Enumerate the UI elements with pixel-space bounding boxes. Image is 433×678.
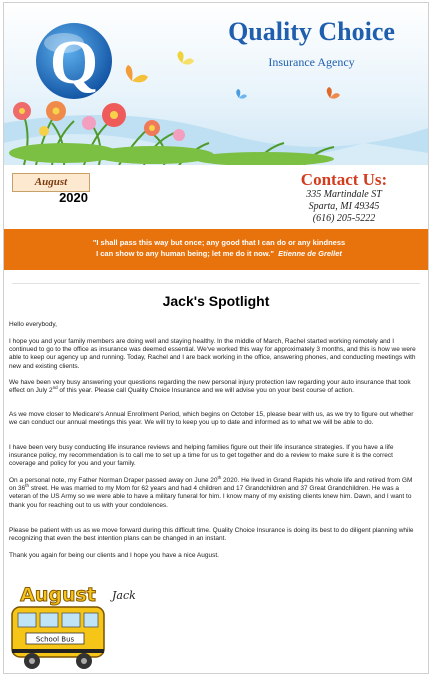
article-p5-sup-1: th — [217, 474, 222, 480]
article-p5-sup-2: th — [25, 483, 30, 489]
quote-author: Etienne de Grellet — [278, 249, 342, 258]
article-paragraph-6: Please be patient with us as we move forward during this difficult time. Quality Choice Insurance is doing its best to do diligent planning while recognizing that even the best intention plans can be changed in an instant. — [9, 527, 414, 543]
article-paragraph-3: As we move closer to Medicare's Annual Enrollment Period, which begins on October 15, please bear with us, as we try to figure out whether we can conduct our annual meetings this year. We will try to keep you up to date and informed as to what we will be able to do. — [9, 411, 414, 427]
brand-name: Quality Choice — [228, 17, 395, 46]
article-paragraph-4: I have been very busy conducting life insurance reviews and helping families figure out their life insurance strategies. If you have a life insurance policy, my recommendation is to call me to set up a time for us to get together and do a review to make sure it is the correct coverage and policy for you and your family. — [9, 444, 394, 468]
bus-title: August — [20, 584, 96, 606]
header-banner — [4, 3, 428, 165]
contact-phone: (616) 205-5222 — [312, 213, 376, 224]
signature: Jack — [112, 589, 136, 602]
article-p2-part-b: of this year. Please call Quality Choice Insurance and we will advise you on your best course of action. — [57, 387, 354, 395]
article-p5-part-b: 2020. He lived in Grand Rapids his whole life and retired from GM on 36 — [9, 477, 413, 493]
contact-address-line1: 335 Martindale ST — [306, 189, 382, 200]
article-p5-part-c: street. He was married to my Mom for 62 years and had 4 children and 17 Grandchildren and 37 Great Grandchildren. He was a veteran of the US Army so we were able to have a military funeral for him. I know many of my existing clients knew him. Dawn, and I want to thank you for reaching out to us with your condolences. — [9, 485, 412, 509]
issue-year: 2020 — [59, 190, 88, 205]
article-p5-part-a: On a personal note, my Father Norman Draper passed away on June 20 — [9, 477, 218, 484]
school-bus-icon — [8, 579, 108, 673]
quote-line2 — [44, 248, 394, 259]
quote-line1: "I shall pass this way but once; any good that I can do or any kindness — [92, 238, 346, 247]
newsletter-page — [3, 2, 429, 674]
bus-sign: School Bus — [35, 635, 75, 644]
article-paragraph-5 — [9, 474, 417, 510]
quote-line2-text: I can show to any human being; let me do it now." — [96, 249, 274, 258]
article-paragraph-7: Thank you again for being our clients and I hope you have a nice August. — [9, 552, 219, 559]
issue-month: August — [12, 173, 90, 192]
quote-banner — [4, 229, 428, 270]
article-greeting: Hello everybody, — [9, 321, 57, 328]
article-title: Jack's Spotlight — [162, 293, 270, 309]
article-p2-part-a: We have been very busy answering your questions regarding the new personal injury protection law regarding your auto insurance that took effect on July 2 — [9, 379, 411, 395]
issue-badge — [12, 173, 92, 205]
article-paragraph-1: I hope you and your family members are doing well and staying healthy. In the middle of March, Rachel started working remotely and I continued to go to the office as insurance was deemed essential. We've worked this way for approximately 3 months, and this is how we were able to keep our agency up and running. Today, Rachel and I are back working in the office, answering phones, and conducting meetings with new and existing clients. — [9, 338, 416, 370]
contact-address-line2: Sparta, MI 49345 — [308, 201, 380, 212]
quote-text — [44, 237, 394, 259]
article-paragraph-2 — [9, 379, 417, 395]
brand-subtitle: Insurance Agency — [268, 55, 355, 69]
article-p2-sup: nd — [52, 385, 58, 391]
contact-title: Contact Us: — [300, 170, 388, 189]
logo-letter: Q — [49, 29, 99, 97]
section-divider — [12, 283, 420, 284]
